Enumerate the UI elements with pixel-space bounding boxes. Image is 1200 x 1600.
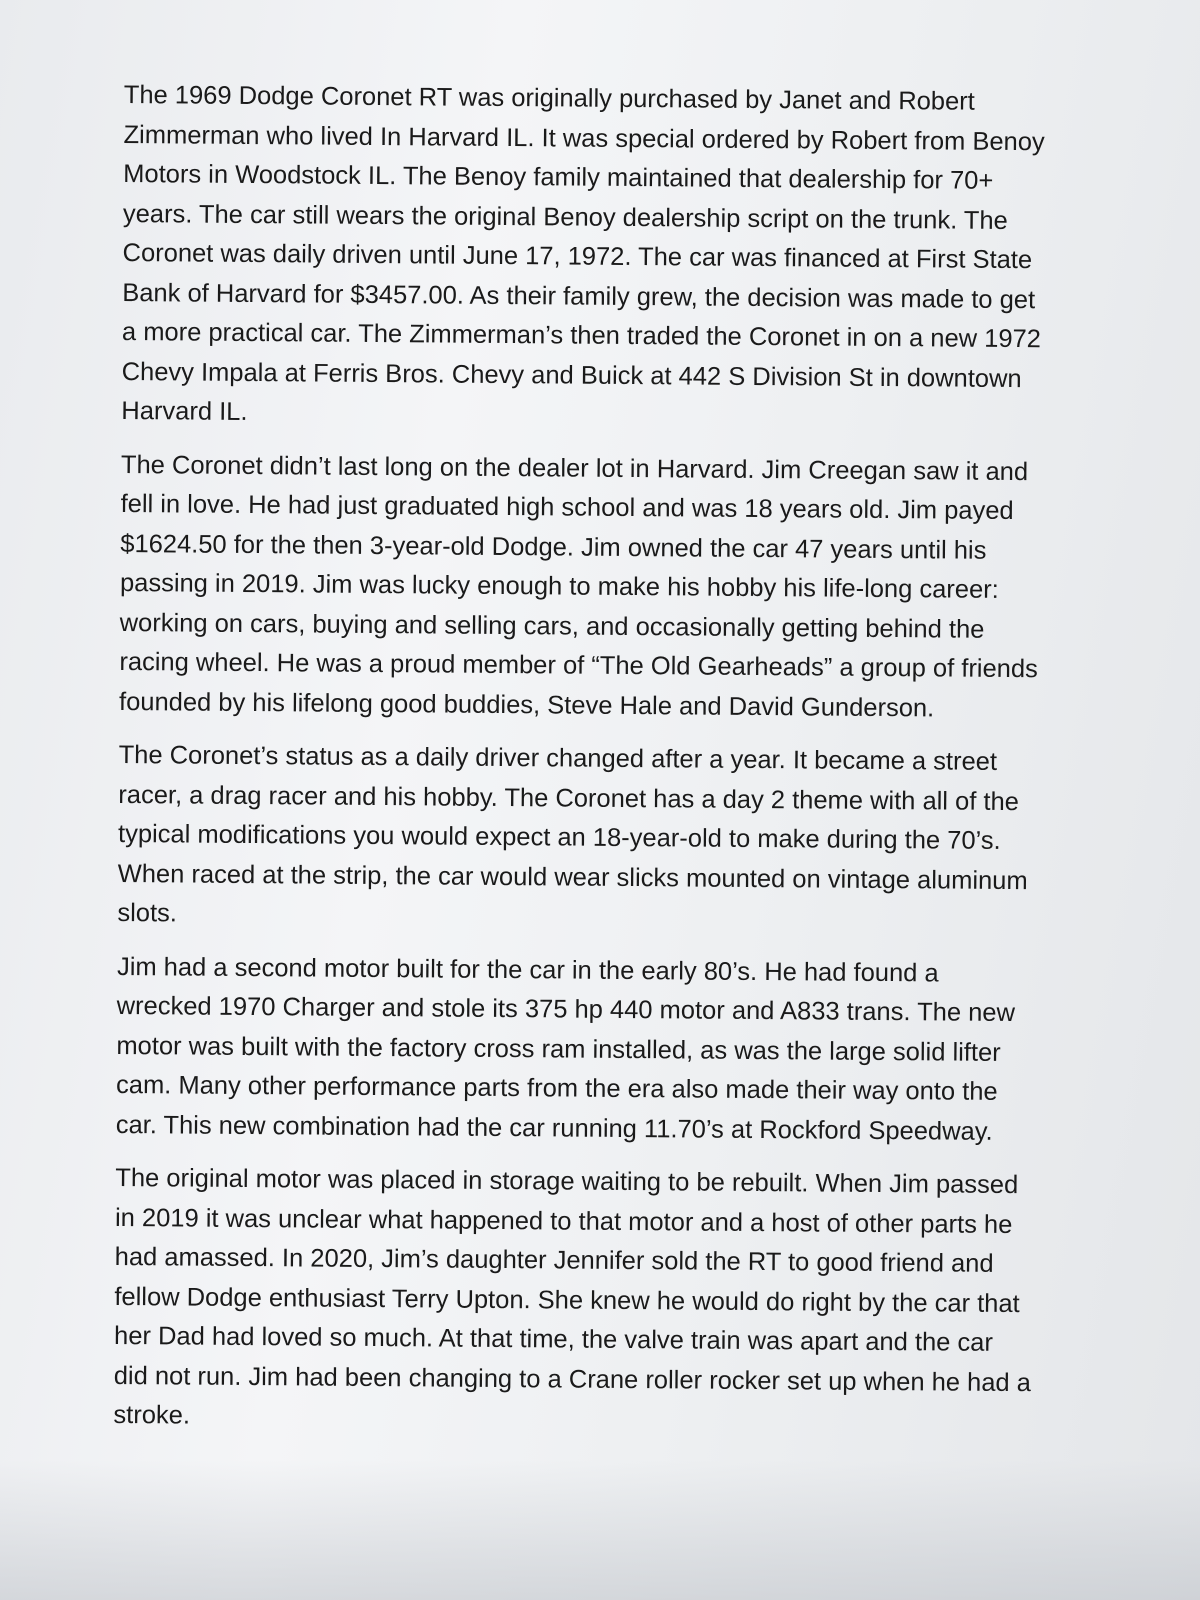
text-line: slots. — [117, 898, 178, 928]
paragraph-4 — [116, 947, 1118, 1152]
text-line: The original motor was placed in storage waiting to be rebuilt. When Jim passed — [115, 1163, 1019, 1200]
document-body — [113, 76, 1124, 1457]
text-line: When raced at the strip, the car would wear slicks mounted on vintage aluminum — [117, 859, 1028, 895]
text-line: passing in 2019. Jim was lucky enough to make his hobby his life-long career: — [119, 568, 999, 604]
text-line: wrecked 1970 Charger and stole its 375 hp 440 motor and A833 trans. The new — [116, 991, 1016, 1028]
text-line: motor was built with the factory cross ram installed, as was the large solid lifter — [116, 1031, 1001, 1067]
paragraph-2 — [119, 445, 1121, 729]
text-line: fell in love. He had just graduated high school and was 18 years old. Jim payed — [120, 489, 1014, 526]
text-line: Bank of Harvard for $3457.00. As their family grew, the decision was made to get — [122, 278, 1036, 314]
text-line: founded by his lifelong good buddies, Steve Hale and David Gunderson. — [118, 687, 935, 722]
page-shadow — [0, 1460, 1200, 1600]
text-line: The Coronet’s status as a daily driver changed after a year. It became a street — [118, 740, 998, 776]
text-line: Harvard IL. — [121, 396, 248, 426]
text-line: cam. Many other performance parts from the era also made their way onto the — [115, 1070, 998, 1106]
text-line: $1624.50 for the then 3-year-old Dodge. Jim owned the car 47 years until his — [120, 529, 987, 565]
text-line: had amassed. In 2020, Jim’s daughter Jennifer sold the RT to good friend and — [114, 1242, 994, 1278]
paragraph-5 — [113, 1159, 1115, 1443]
text-line: working on cars, buying and selling cars, and occasionally getting behind the — [119, 608, 985, 644]
text-line: stroke. — [113, 1400, 191, 1430]
text-line: years. The car still wears the original Benoy dealership script on the trunk. The — [122, 199, 1008, 235]
paragraph-3 — [117, 736, 1119, 941]
text-line: car. This new combination had the car running 11.70’s at Rockford Speedway. — [115, 1110, 993, 1146]
text-line: her Dad had loved so much. At that time, the valve train was apart and the car — [113, 1321, 994, 1357]
text-line: Zimmerman who lived In Harvard IL. It was special ordered by Robert from Benoy — [123, 120, 1045, 156]
paragraph-1 — [121, 76, 1124, 439]
text-line: Chevy Impala at Ferris Bros. Chevy and Buick at 442 S Division St in downtown — [121, 357, 1022, 393]
text-line: The 1969 Dodge Coronet RT was originally purchased by Janet and Robert — [123, 80, 975, 116]
text-line: typical modifications you would expect an 18-year-old to make during the 70’s. — [117, 819, 1001, 855]
text-line: Coronet was daily driven until June 17, 1972. The car was financed at First State — [122, 238, 1033, 275]
text-line: a more practical car. The Zimmerman’s then traded the Coronet in on a new 1972 — [121, 317, 1042, 354]
text-line: Motors in Woodstock IL. The Benoy family maintained that dealership for 70+ — [123, 159, 994, 195]
text-line: fellow Dodge enthusiast Terry Upton. She knew he would do right by the car that — [114, 1282, 1020, 1318]
text-line: in 2019 it was unclear what happened to that motor and a host of other parts he — [114, 1203, 1013, 1239]
text-line: did not run. Jim had been changing to a Crane roller rocker set up when he had a — [113, 1361, 1032, 1397]
text-line: racing wheel. He was a proud member of “The Old Gearheads” a group of friends — [119, 647, 1038, 684]
text-line: racer, a drag racer and his hobby. The Coronet has a day 2 theme with all of the — [118, 780, 1020, 816]
text-line: Jim had a second motor built for the car in the early 80’s. He had found a — [116, 952, 939, 987]
text-line: The Coronet didn’t last long on the dealer lot in Harvard. Jim Creegan saw it and — [120, 450, 1029, 486]
